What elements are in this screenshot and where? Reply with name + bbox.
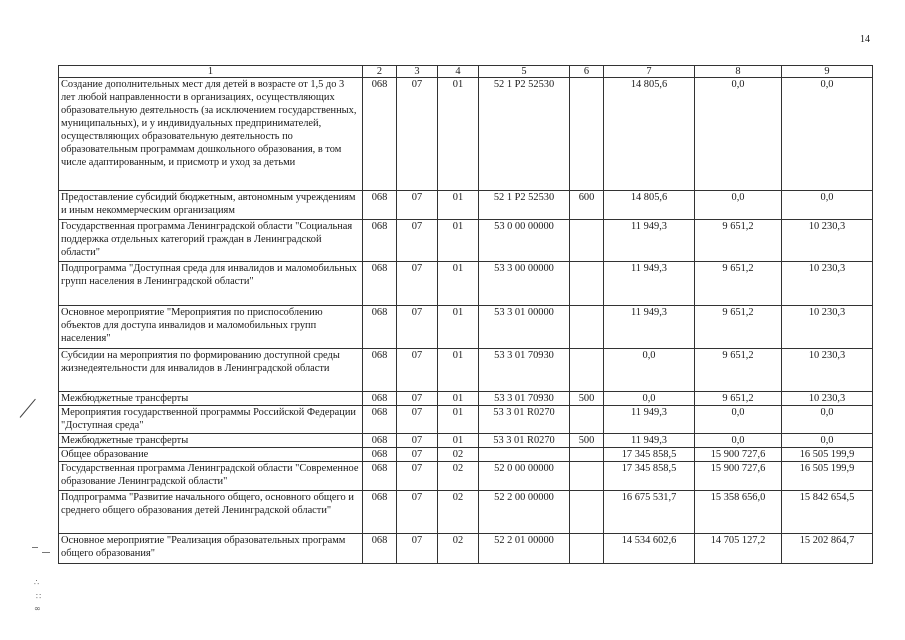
target-article-code: 52 1 P2 52530 bbox=[479, 78, 570, 191]
scan-mark bbox=[42, 552, 50, 553]
section-code: 07 bbox=[397, 392, 438, 406]
table-row bbox=[59, 262, 873, 306]
target-article-code: 53 3 01 70930 bbox=[479, 349, 570, 392]
subsection-code: 01 bbox=[438, 392, 479, 406]
ministry-code: 068 bbox=[363, 534, 397, 564]
target-article-code bbox=[479, 448, 570, 462]
section-code: 07 bbox=[397, 491, 438, 534]
row-name: Основное мероприятие "Реализация образовательных программ общего образования" bbox=[59, 534, 363, 564]
ministry-code: 068 bbox=[363, 78, 397, 191]
column-header: 8 bbox=[695, 66, 782, 78]
amount-col-9: 10 230,3 bbox=[782, 262, 873, 306]
section-code: 07 bbox=[397, 306, 438, 349]
subsection-code: 01 bbox=[438, 406, 479, 434]
section-code: 07 bbox=[397, 191, 438, 220]
amount-col-9: 0,0 bbox=[782, 78, 873, 191]
target-article-code: 52 1 P2 52530 bbox=[479, 191, 570, 220]
amount-col-7: 14 805,6 bbox=[604, 78, 695, 191]
amount-col-8: 15 900 727,6 bbox=[695, 462, 782, 491]
target-article-code: 52 0 00 00000 bbox=[479, 462, 570, 491]
page-number: 14 bbox=[860, 34, 870, 45]
amount-col-8: 9 651,2 bbox=[695, 392, 782, 406]
amount-col-7: 14 805,6 bbox=[604, 191, 695, 220]
subsection-code: 01 bbox=[438, 191, 479, 220]
row-name: Подпрограмма "Развитие начального общего, основного общего и среднего общего образования детей Ленинградской области" bbox=[59, 491, 363, 534]
scan-smudge: ∞ bbox=[34, 604, 41, 613]
expense-type-code: 500 bbox=[570, 434, 604, 448]
margin-scan-marks bbox=[12, 0, 52, 640]
amount-col-9: 15 842 654,5 bbox=[782, 491, 873, 534]
section-code: 07 bbox=[397, 349, 438, 392]
subsection-code: 01 bbox=[438, 306, 479, 349]
table-row bbox=[59, 191, 873, 220]
row-name: Основное мероприятие "Мероприятия по приспособлению объектов для доступа инвалидов и маломобильных групп населения" bbox=[59, 306, 363, 349]
amount-col-8: 0,0 bbox=[695, 406, 782, 434]
expense-type-code bbox=[570, 406, 604, 434]
amount-col-9: 10 230,3 bbox=[782, 220, 873, 262]
section-code: 07 bbox=[397, 534, 438, 564]
ministry-code: 068 bbox=[363, 262, 397, 306]
section-code: 07 bbox=[397, 406, 438, 434]
subsection-code: 02 bbox=[438, 448, 479, 462]
ministry-code: 068 bbox=[363, 306, 397, 349]
ministry-code: 068 bbox=[363, 392, 397, 406]
amount-col-8: 9 651,2 bbox=[695, 306, 782, 349]
table-row bbox=[59, 392, 873, 406]
amount-col-9: 10 230,3 bbox=[782, 306, 873, 349]
target-article-code: 53 3 01 00000 bbox=[479, 306, 570, 349]
expense-type-code bbox=[570, 491, 604, 534]
section-code: 07 bbox=[397, 462, 438, 491]
ministry-code: 068 bbox=[363, 406, 397, 434]
subsection-code: 01 bbox=[438, 78, 479, 191]
target-article-code: 52 2 01 00000 bbox=[479, 534, 570, 564]
subsection-code: 01 bbox=[438, 262, 479, 306]
amount-col-7: 17 345 858,5 bbox=[604, 462, 695, 491]
ministry-code: 068 bbox=[363, 434, 397, 448]
section-code: 07 bbox=[397, 434, 438, 448]
amount-col-7: 14 534 602,6 bbox=[604, 534, 695, 564]
amount-col-7: 0,0 bbox=[604, 392, 695, 406]
amount-col-7: 11 949,3 bbox=[604, 406, 695, 434]
target-article-code: 53 0 00 00000 bbox=[479, 220, 570, 262]
ministry-code: 068 bbox=[363, 220, 397, 262]
amount-col-9: 15 202 864,7 bbox=[782, 534, 873, 564]
ministry-code: 068 bbox=[363, 349, 397, 392]
target-article-code: 53 3 01 70930 bbox=[479, 392, 570, 406]
amount-col-9: 0,0 bbox=[782, 406, 873, 434]
row-name: Подпрограмма "Доступная среда для инвалидов и маломобильных групп населения в Ленинградской области" bbox=[59, 262, 363, 306]
table-row bbox=[59, 349, 873, 392]
subsection-code: 01 bbox=[438, 434, 479, 448]
row-name: Государственная программа Ленинградской области "Социальная поддержка отдельных категорий граждан в Ленинградской области" bbox=[59, 220, 363, 262]
row-name: Общее образование bbox=[59, 448, 363, 462]
expense-type-code bbox=[570, 306, 604, 349]
row-name: Создание дополнительных мест для детей в возрасте от 1,5 до 3 лет любой направленности в организациях, осуществляющих образовательную деятельность (за исключением государственных, муниципальных), и у индивидуальных предпринимателей, осуществляющих образовательную деятельность по образовательным программам дошкольного образования, в том числе адаптированным, и присмотр и уход за детьми bbox=[59, 78, 363, 191]
section-code: 07 bbox=[397, 220, 438, 262]
amount-col-7: 0,0 bbox=[604, 349, 695, 392]
table-row bbox=[59, 306, 873, 349]
column-header: 2 bbox=[363, 66, 397, 78]
amount-col-7: 11 949,3 bbox=[604, 434, 695, 448]
expense-type-code bbox=[570, 262, 604, 306]
amount-col-8: 9 651,2 bbox=[695, 220, 782, 262]
amount-col-8: 9 651,2 bbox=[695, 349, 782, 392]
subsection-code: 01 bbox=[438, 349, 479, 392]
table-row bbox=[59, 220, 873, 262]
target-article-code: 53 3 00 00000 bbox=[479, 262, 570, 306]
table-row bbox=[59, 434, 873, 448]
row-name: Мероприятия государственной программы Российской Федерации "Доступная среда" bbox=[59, 406, 363, 434]
scan-smudge: ∷ bbox=[36, 592, 42, 601]
row-name: Межбюджетные трансферты bbox=[59, 392, 363, 406]
target-article-code: 52 2 00 00000 bbox=[479, 491, 570, 534]
amount-col-8: 0,0 bbox=[695, 78, 782, 191]
row-name: Государственная программа Ленинградской области "Современное образование Ленинградской области" bbox=[59, 462, 363, 491]
section-code: 07 bbox=[397, 448, 438, 462]
table-row bbox=[59, 406, 873, 434]
amount-col-8: 9 651,2 bbox=[695, 262, 782, 306]
table-row bbox=[59, 462, 873, 491]
column-header: 5 bbox=[479, 66, 570, 78]
table-row bbox=[59, 448, 873, 462]
expense-type-code bbox=[570, 448, 604, 462]
ministry-code: 068 bbox=[363, 448, 397, 462]
amount-col-7: 17 345 858,5 bbox=[604, 448, 695, 462]
table-header-row bbox=[59, 66, 873, 78]
amount-col-9: 16 505 199,9 bbox=[782, 462, 873, 491]
amount-col-9: 10 230,3 bbox=[782, 392, 873, 406]
column-header: 1 bbox=[59, 66, 363, 78]
ministry-code: 068 bbox=[363, 191, 397, 220]
column-header: 6 bbox=[570, 66, 604, 78]
subsection-code: 02 bbox=[438, 491, 479, 534]
ministry-code: 068 bbox=[363, 491, 397, 534]
expense-type-code bbox=[570, 349, 604, 392]
scan-smudge: ∴ bbox=[34, 578, 40, 587]
amount-col-8: 15 900 727,6 bbox=[695, 448, 782, 462]
expense-type-code bbox=[570, 534, 604, 564]
amount-col-7: 11 949,3 bbox=[604, 306, 695, 349]
target-article-code: 53 3 01 R0270 bbox=[479, 434, 570, 448]
column-header: 9 bbox=[782, 66, 873, 78]
scan-mark bbox=[32, 547, 38, 548]
table-row bbox=[59, 491, 873, 534]
amount-col-8: 0,0 bbox=[695, 191, 782, 220]
table-row bbox=[59, 534, 873, 564]
table-row bbox=[59, 78, 873, 191]
pen-mark bbox=[20, 399, 36, 418]
amount-col-7: 16 675 531,7 bbox=[604, 491, 695, 534]
amount-col-8: 14 705 127,2 bbox=[695, 534, 782, 564]
subsection-code: 01 bbox=[438, 220, 479, 262]
expense-type-code bbox=[570, 78, 604, 191]
column-header: 3 bbox=[397, 66, 438, 78]
budget-table bbox=[58, 65, 873, 564]
section-code: 07 bbox=[397, 262, 438, 306]
amount-col-8: 15 358 656,0 bbox=[695, 491, 782, 534]
amount-col-7: 11 949,3 bbox=[604, 220, 695, 262]
expense-type-code bbox=[570, 462, 604, 491]
amount-col-9: 0,0 bbox=[782, 191, 873, 220]
row-name: Предоставление субсидий бюджетным, автономным учреждениям и иным некоммерческим организациям bbox=[59, 191, 363, 220]
ministry-code: 068 bbox=[363, 462, 397, 491]
row-name: Межбюджетные трансферты bbox=[59, 434, 363, 448]
amount-col-9: 0,0 bbox=[782, 434, 873, 448]
amount-col-9: 16 505 199,9 bbox=[782, 448, 873, 462]
subsection-code: 02 bbox=[438, 534, 479, 564]
expense-type-code bbox=[570, 220, 604, 262]
expense-type-code: 500 bbox=[570, 392, 604, 406]
column-header: 7 bbox=[604, 66, 695, 78]
subsection-code: 02 bbox=[438, 462, 479, 491]
row-name: Субсидии на мероприятия по формированию доступной среды жизнедеятельности для инвалидов в Ленинградской области bbox=[59, 349, 363, 392]
column-header: 4 bbox=[438, 66, 479, 78]
expense-type-code: 600 bbox=[570, 191, 604, 220]
amount-col-8: 0,0 bbox=[695, 434, 782, 448]
section-code: 07 bbox=[397, 78, 438, 191]
amount-col-9: 10 230,3 bbox=[782, 349, 873, 392]
amount-col-7: 11 949,3 bbox=[604, 262, 695, 306]
target-article-code: 53 3 01 R0270 bbox=[479, 406, 570, 434]
